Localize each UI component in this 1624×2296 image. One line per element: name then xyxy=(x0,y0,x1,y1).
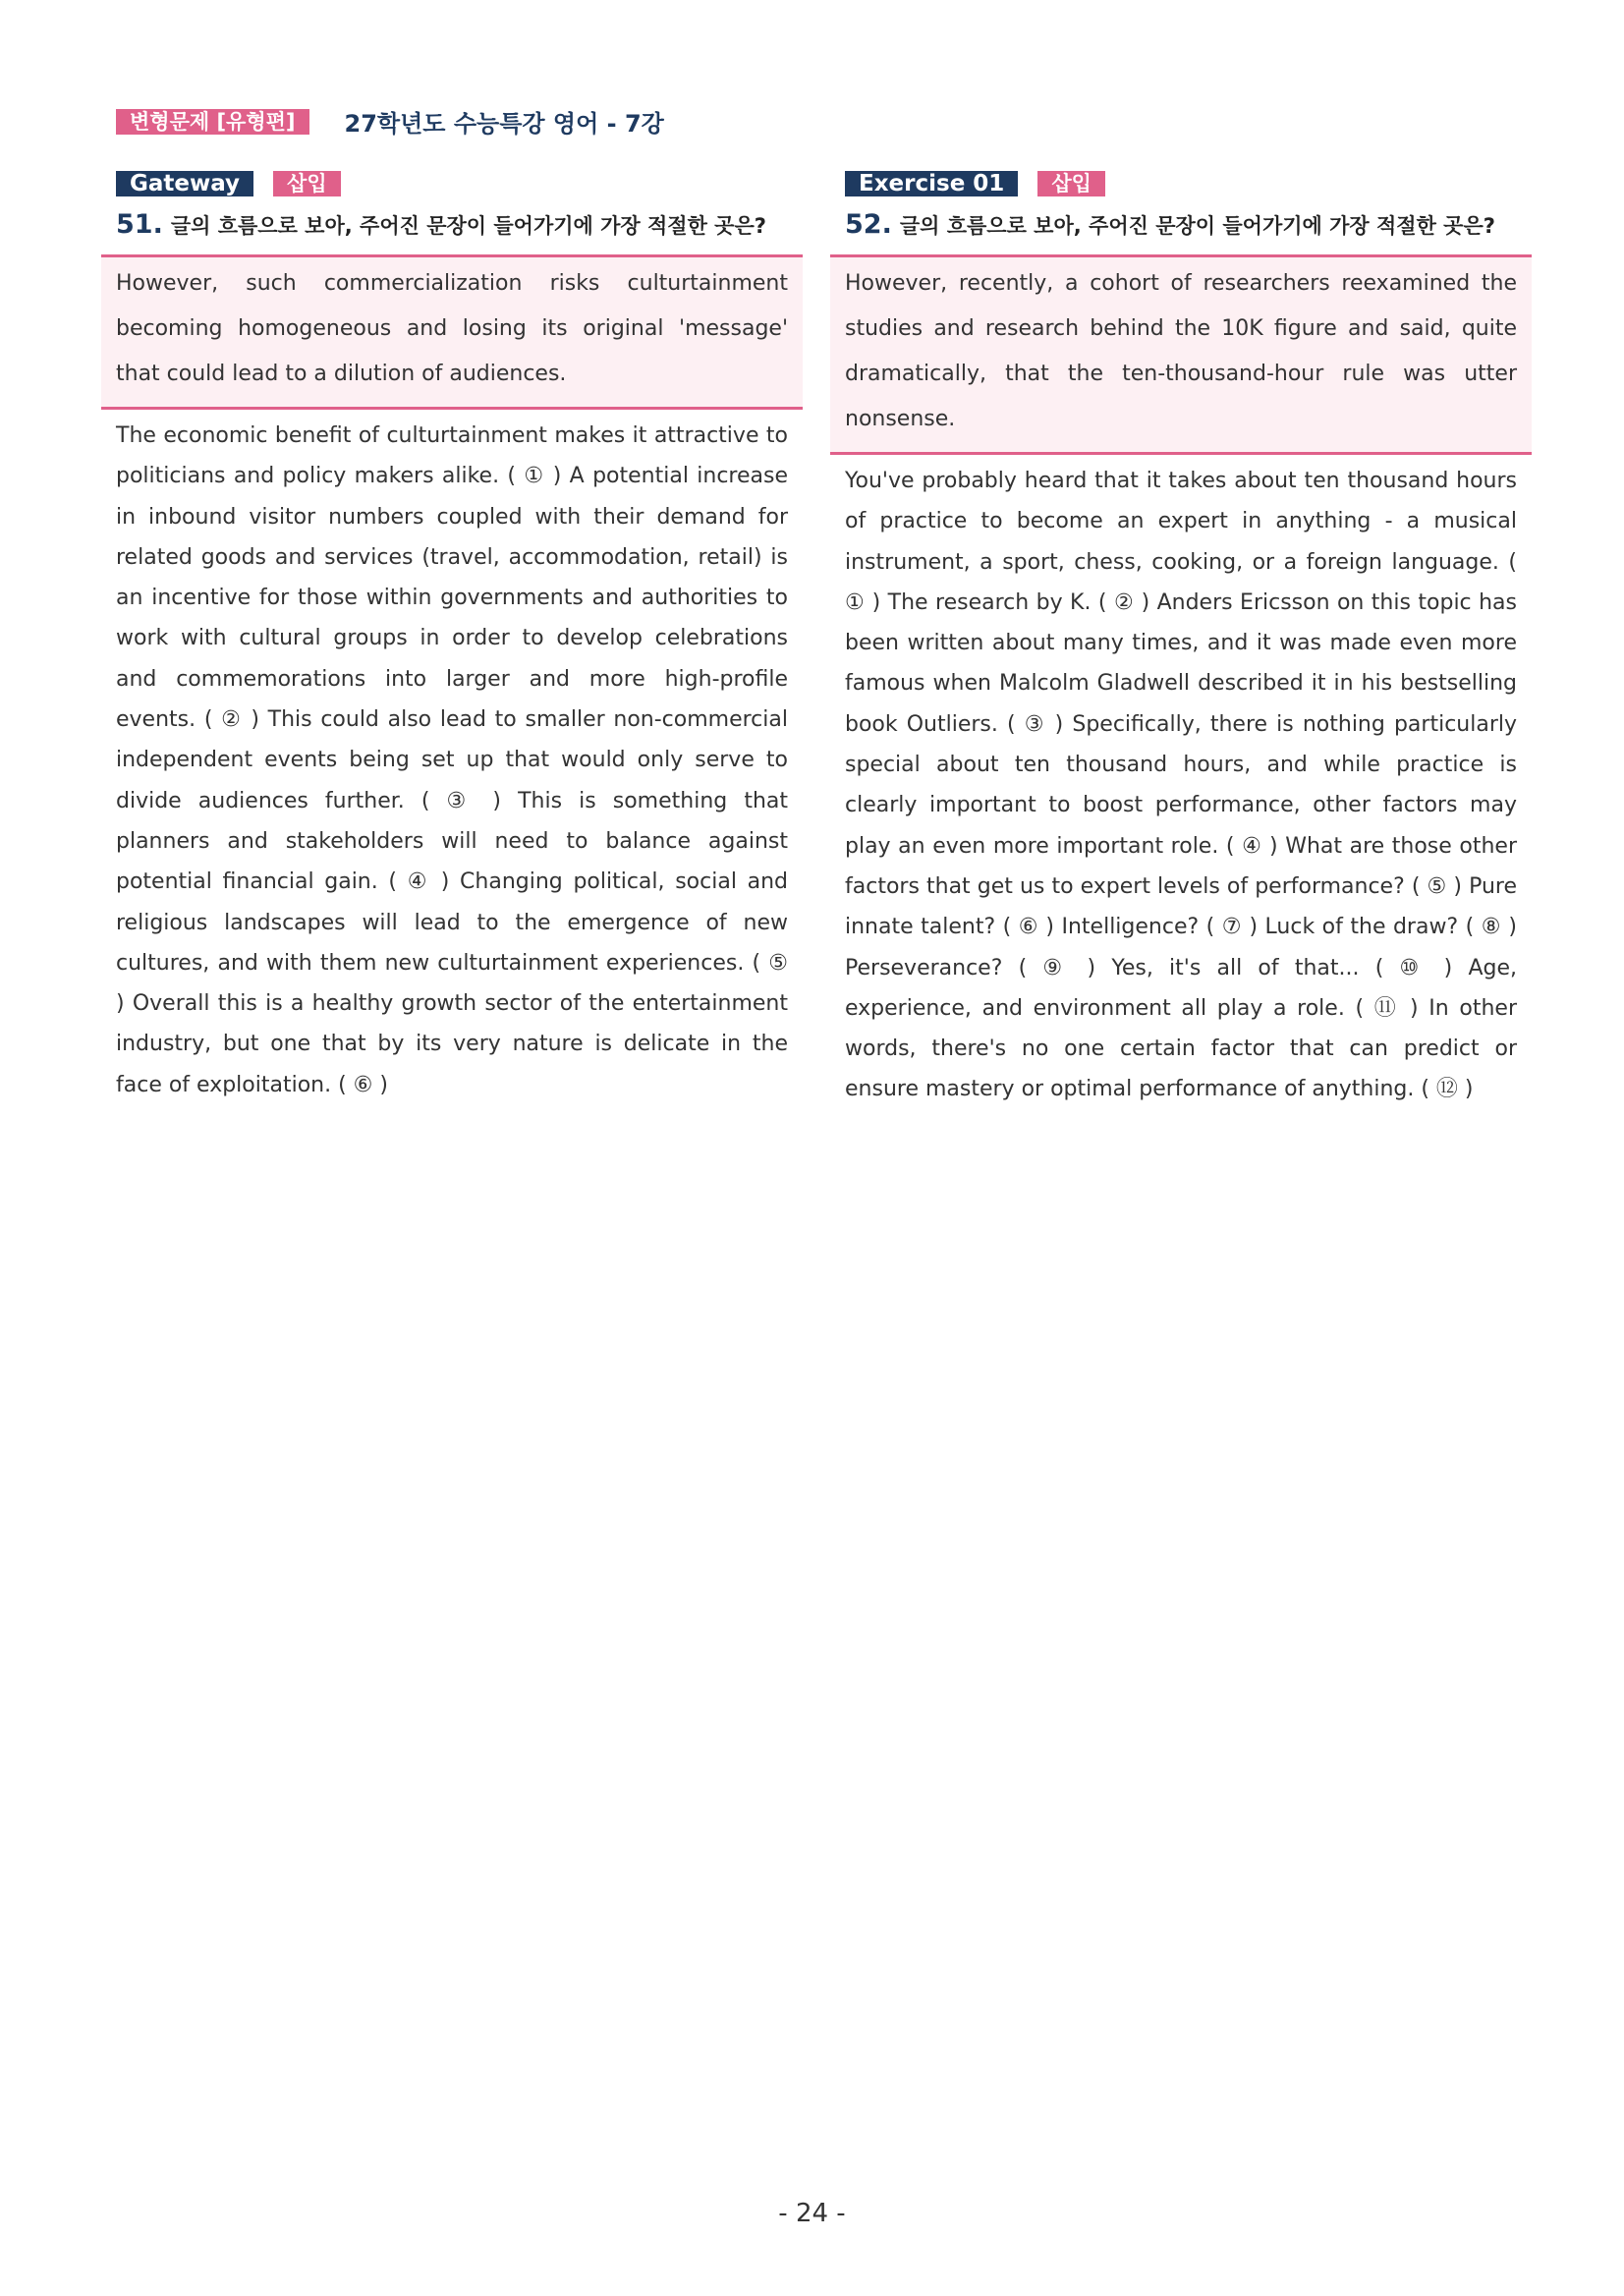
right-given-sentence: However, recently, a cohort of researchers reexamined the studies and research behind the 10K figure and said, quite dramatically, that the ten-thousand-hour rule was utter nonsense. xyxy=(830,254,1532,455)
left-question xyxy=(116,206,784,245)
right-question-number: 52. xyxy=(845,209,892,240)
right-question xyxy=(845,206,1513,245)
right-insertion-tag: 삽입 xyxy=(1037,171,1105,196)
gateway-label: Gateway xyxy=(116,171,253,196)
right-passage: You've probably heard that it takes about ten thousand hours of practice to become an expert in anything - a musical instrument, a sport, chess, cooking, or a foreign language. ( ① ) The research by K. ( ② ) Anders Ericsson on this topic has been written about many times, and it was made even more famous when Malcolm Gladwell described it in his bestselling book Outliers. ( ③ ) Specifically, there is nothing particularly special about ten thousand hours, and while practice is clearly important to boost performance, other factors may play an even more important role. ( ④ ) What are those other factors that get us to expert levels of performance? ( ⑤ ) Pure innate talent? ( ⑥ ) Intelligence? ( ⑦ ) Luck of the draw? ( ⑧ ) Perseverance? ( ⑨ ) Yes, it's all of that... ( ⑩ ) Age, experience, and environment all play a role. ( ⑪ ) In other words, there's no one certain factor that can predict or ensure mastery or optimal performance of anything. ( ⑫ ) xyxy=(845,469,1517,1102)
exercise-label: Exercise 01 xyxy=(845,171,1018,196)
page-header xyxy=(116,104,664,139)
page-title: 27학년도 수능특강 영어 - 7강 xyxy=(344,110,664,138)
left-insertion-tag: 삽입 xyxy=(273,171,341,196)
right-column xyxy=(830,171,1532,1110)
left-column xyxy=(101,171,803,1105)
left-passage: The economic benefit of culturtainment makes it attractive to politicians and policy makers alike. ( ① ) A potential increase in inbound visitor numbers coupled with their demand for related goods and services (travel, accommodation, retail) is an incentive for those within governments and authorities to work with cultural groups in order to develop celebrations and commemorations into larger and more high-profile events. ( ② ) This could also lead to smaller non-commercial independent events being set up that would only serve to divide audiences further. ( ③ ) This is something that planners and stakeholders will need to balance against potential financial gain. ( ④ ) Changing political, social and religious landscapes will lead to the emergence of new cultures, and with them new culturtainment experiences. ( ⑤ ) Overall this is a healthy growth sector of the entertainment industry, but one that by its very nature is delicate in the face of exploitation. ( ⑥ ) xyxy=(116,423,788,1097)
left-label-row xyxy=(116,171,803,196)
left-question-text: 글의 흐름으로 보아, 주어진 문장이 들어가기에 가장 적절한 곳은? xyxy=(170,214,766,238)
right-label-row xyxy=(845,171,1532,196)
left-given-sentence: However, such commercialization risks culturtainment becoming homogeneous and losing its original 'message' that could lead to a dilution of audiences. xyxy=(101,254,803,410)
left-question-number: 51. xyxy=(116,209,163,240)
right-question-text: 글의 흐름으로 보아, 주어진 문장이 들어가기에 가장 적절한 곳은? xyxy=(899,214,1495,238)
variant-type-tag: 변형문제 [유형편] xyxy=(116,109,309,135)
page-number: - 24 - xyxy=(778,2199,846,2228)
